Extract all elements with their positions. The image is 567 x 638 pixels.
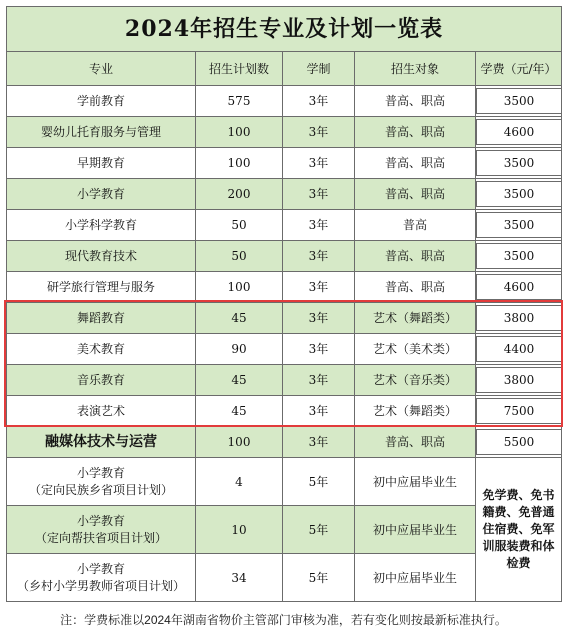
cell-fee [476, 303, 562, 334]
cell-plan: 200 [196, 179, 283, 210]
cell-fee [476, 365, 562, 396]
cell-major: 学前教育 [7, 86, 196, 117]
table-row [7, 241, 562, 272]
cell-fee [476, 179, 562, 210]
cell-target: 艺术（美术类） [355, 334, 476, 365]
cell-years: 5年 [283, 506, 355, 554]
cell-target: 艺术（舞蹈类） [355, 303, 476, 334]
table-row [7, 303, 562, 334]
cell-years: 3年 [283, 272, 355, 303]
fee-value: 3500 [476, 88, 562, 114]
cell-plan: 90 [196, 334, 283, 365]
cell-fee [476, 241, 562, 272]
cell-plan: 100 [196, 427, 283, 458]
cell-years: 3年 [283, 241, 355, 272]
cell-target: 初中应届毕业生 [355, 506, 476, 554]
major-line2: （定向帮扶省项目计划） [34, 531, 167, 545]
cell-target: 初中应届毕业生 [355, 458, 476, 506]
cell-fee [476, 117, 562, 148]
cell-plan: 34 [196, 554, 283, 602]
table-row [7, 179, 562, 210]
cell-plan: 100 [196, 148, 283, 179]
cell-years: 3年 [283, 179, 355, 210]
fee-value: 4600 [476, 119, 562, 145]
table-row [7, 117, 562, 148]
cell-years: 3年 [283, 303, 355, 334]
cell-target: 初中应届毕业生 [355, 554, 476, 602]
fee-value: 4600 [476, 274, 562, 300]
cell-plan: 45 [196, 396, 283, 427]
cell-fee [476, 396, 562, 427]
cell-major: 美术教育 [7, 334, 196, 365]
major-line2: （定向民族乡省项目计划） [28, 483, 173, 497]
cell-target: 普高、职高 [355, 148, 476, 179]
cell-major: 研学旅行管理与服务 [7, 272, 196, 303]
fee-value: 3500 [476, 212, 562, 238]
cell-plan: 575 [196, 86, 283, 117]
special-row [7, 458, 562, 506]
table-row [7, 396, 562, 427]
table-row [7, 210, 562, 241]
cell-target: 普高、职高 [355, 272, 476, 303]
header-plan: 招生计划数 [196, 52, 283, 86]
cell-major: 早期教育 [7, 148, 196, 179]
enrollment-plan-table [6, 6, 562, 602]
cell-fee [476, 86, 562, 117]
major-line1: 小学教育 [76, 514, 125, 528]
cell-plan: 100 [196, 117, 283, 148]
fee-value: 7500 [476, 398, 562, 424]
cell-target: 艺术（音乐类） [355, 365, 476, 396]
header-major: 专业 [7, 52, 196, 86]
cell-plan: 10 [196, 506, 283, 554]
cell-fee [476, 427, 562, 458]
cell-major: 婴幼儿托育服务与管理 [7, 117, 196, 148]
cell-years: 5年 [283, 458, 355, 506]
cell-target: 普高、职高 [355, 117, 476, 148]
cell-years: 3年 [283, 396, 355, 427]
cell-plan: 4 [196, 458, 283, 506]
table-row [7, 86, 562, 117]
cell-fee [476, 272, 562, 303]
cell-years: 3年 [283, 210, 355, 241]
cell-target: 普高 [355, 210, 476, 241]
cell-target: 普高、职高 [355, 241, 476, 272]
footnote: 注：学费标准以2024年湖南省物价主管部门审核为准，若有变化则按最新标准执行。 [60, 613, 507, 627]
cell-fee [476, 148, 562, 179]
cell-major: 小学教育 [7, 179, 196, 210]
cell-years: 5年 [283, 554, 355, 602]
cell-years: 3年 [283, 86, 355, 117]
cell-major: 表演艺术 [7, 396, 196, 427]
cell-plan: 100 [196, 272, 283, 303]
cell-years: 3年 [283, 148, 355, 179]
cell-plan: 50 [196, 241, 283, 272]
cell-major: 舞蹈教育 [7, 303, 196, 334]
cell-plan: 50 [196, 210, 283, 241]
table-row [7, 334, 562, 365]
cell-major: 小学科学教育 [7, 210, 196, 241]
cell-plan: 45 [196, 365, 283, 396]
cell-plan: 45 [196, 303, 283, 334]
cell-years: 3年 [283, 334, 355, 365]
fee-value: 3500 [476, 243, 562, 269]
header-years: 学制 [283, 52, 355, 86]
table-row [7, 272, 562, 303]
table-row [7, 427, 562, 458]
cell-major [7, 458, 196, 506]
fee-value: 3800 [476, 305, 562, 331]
fee-value: 5500 [476, 429, 562, 455]
major-line2: （乡村小学男教师省项目计划） [16, 579, 185, 593]
header-target: 招生对象 [355, 52, 476, 86]
cell-major: 现代教育技术 [7, 241, 196, 272]
fee-value: 3500 [476, 181, 562, 207]
cell-major: 音乐教育 [7, 365, 196, 396]
special-fee-cell: 免学费、免书籍费、免普通住宿费、免军训服装费和体检费 [476, 458, 562, 602]
table-title: 2024年招生专业及计划一览表 [7, 7, 562, 52]
major-line1: 小学教育 [76, 562, 125, 576]
header-fee: 学费（元/年） [476, 52, 562, 86]
cell-major: 融媒体技术与运营 [7, 427, 196, 458]
cell-target: 艺术（舞蹈类） [355, 396, 476, 427]
cell-target: 普高、职高 [355, 179, 476, 210]
fee-value: 3800 [476, 367, 562, 393]
fee-value: 3500 [476, 150, 562, 176]
cell-years: 3年 [283, 427, 355, 458]
cell-target: 普高、职高 [355, 86, 476, 117]
cell-major [7, 554, 196, 602]
cell-major [7, 506, 196, 554]
cell-fee [476, 210, 562, 241]
major-line1: 小学教育 [76, 466, 125, 480]
table-row [7, 148, 562, 179]
cell-years: 3年 [283, 365, 355, 396]
cell-years: 3年 [283, 117, 355, 148]
table-row [7, 365, 562, 396]
header-row [7, 52, 562, 86]
cell-target: 普高、职高 [355, 427, 476, 458]
fee-value: 4400 [476, 336, 562, 362]
cell-fee [476, 334, 562, 365]
